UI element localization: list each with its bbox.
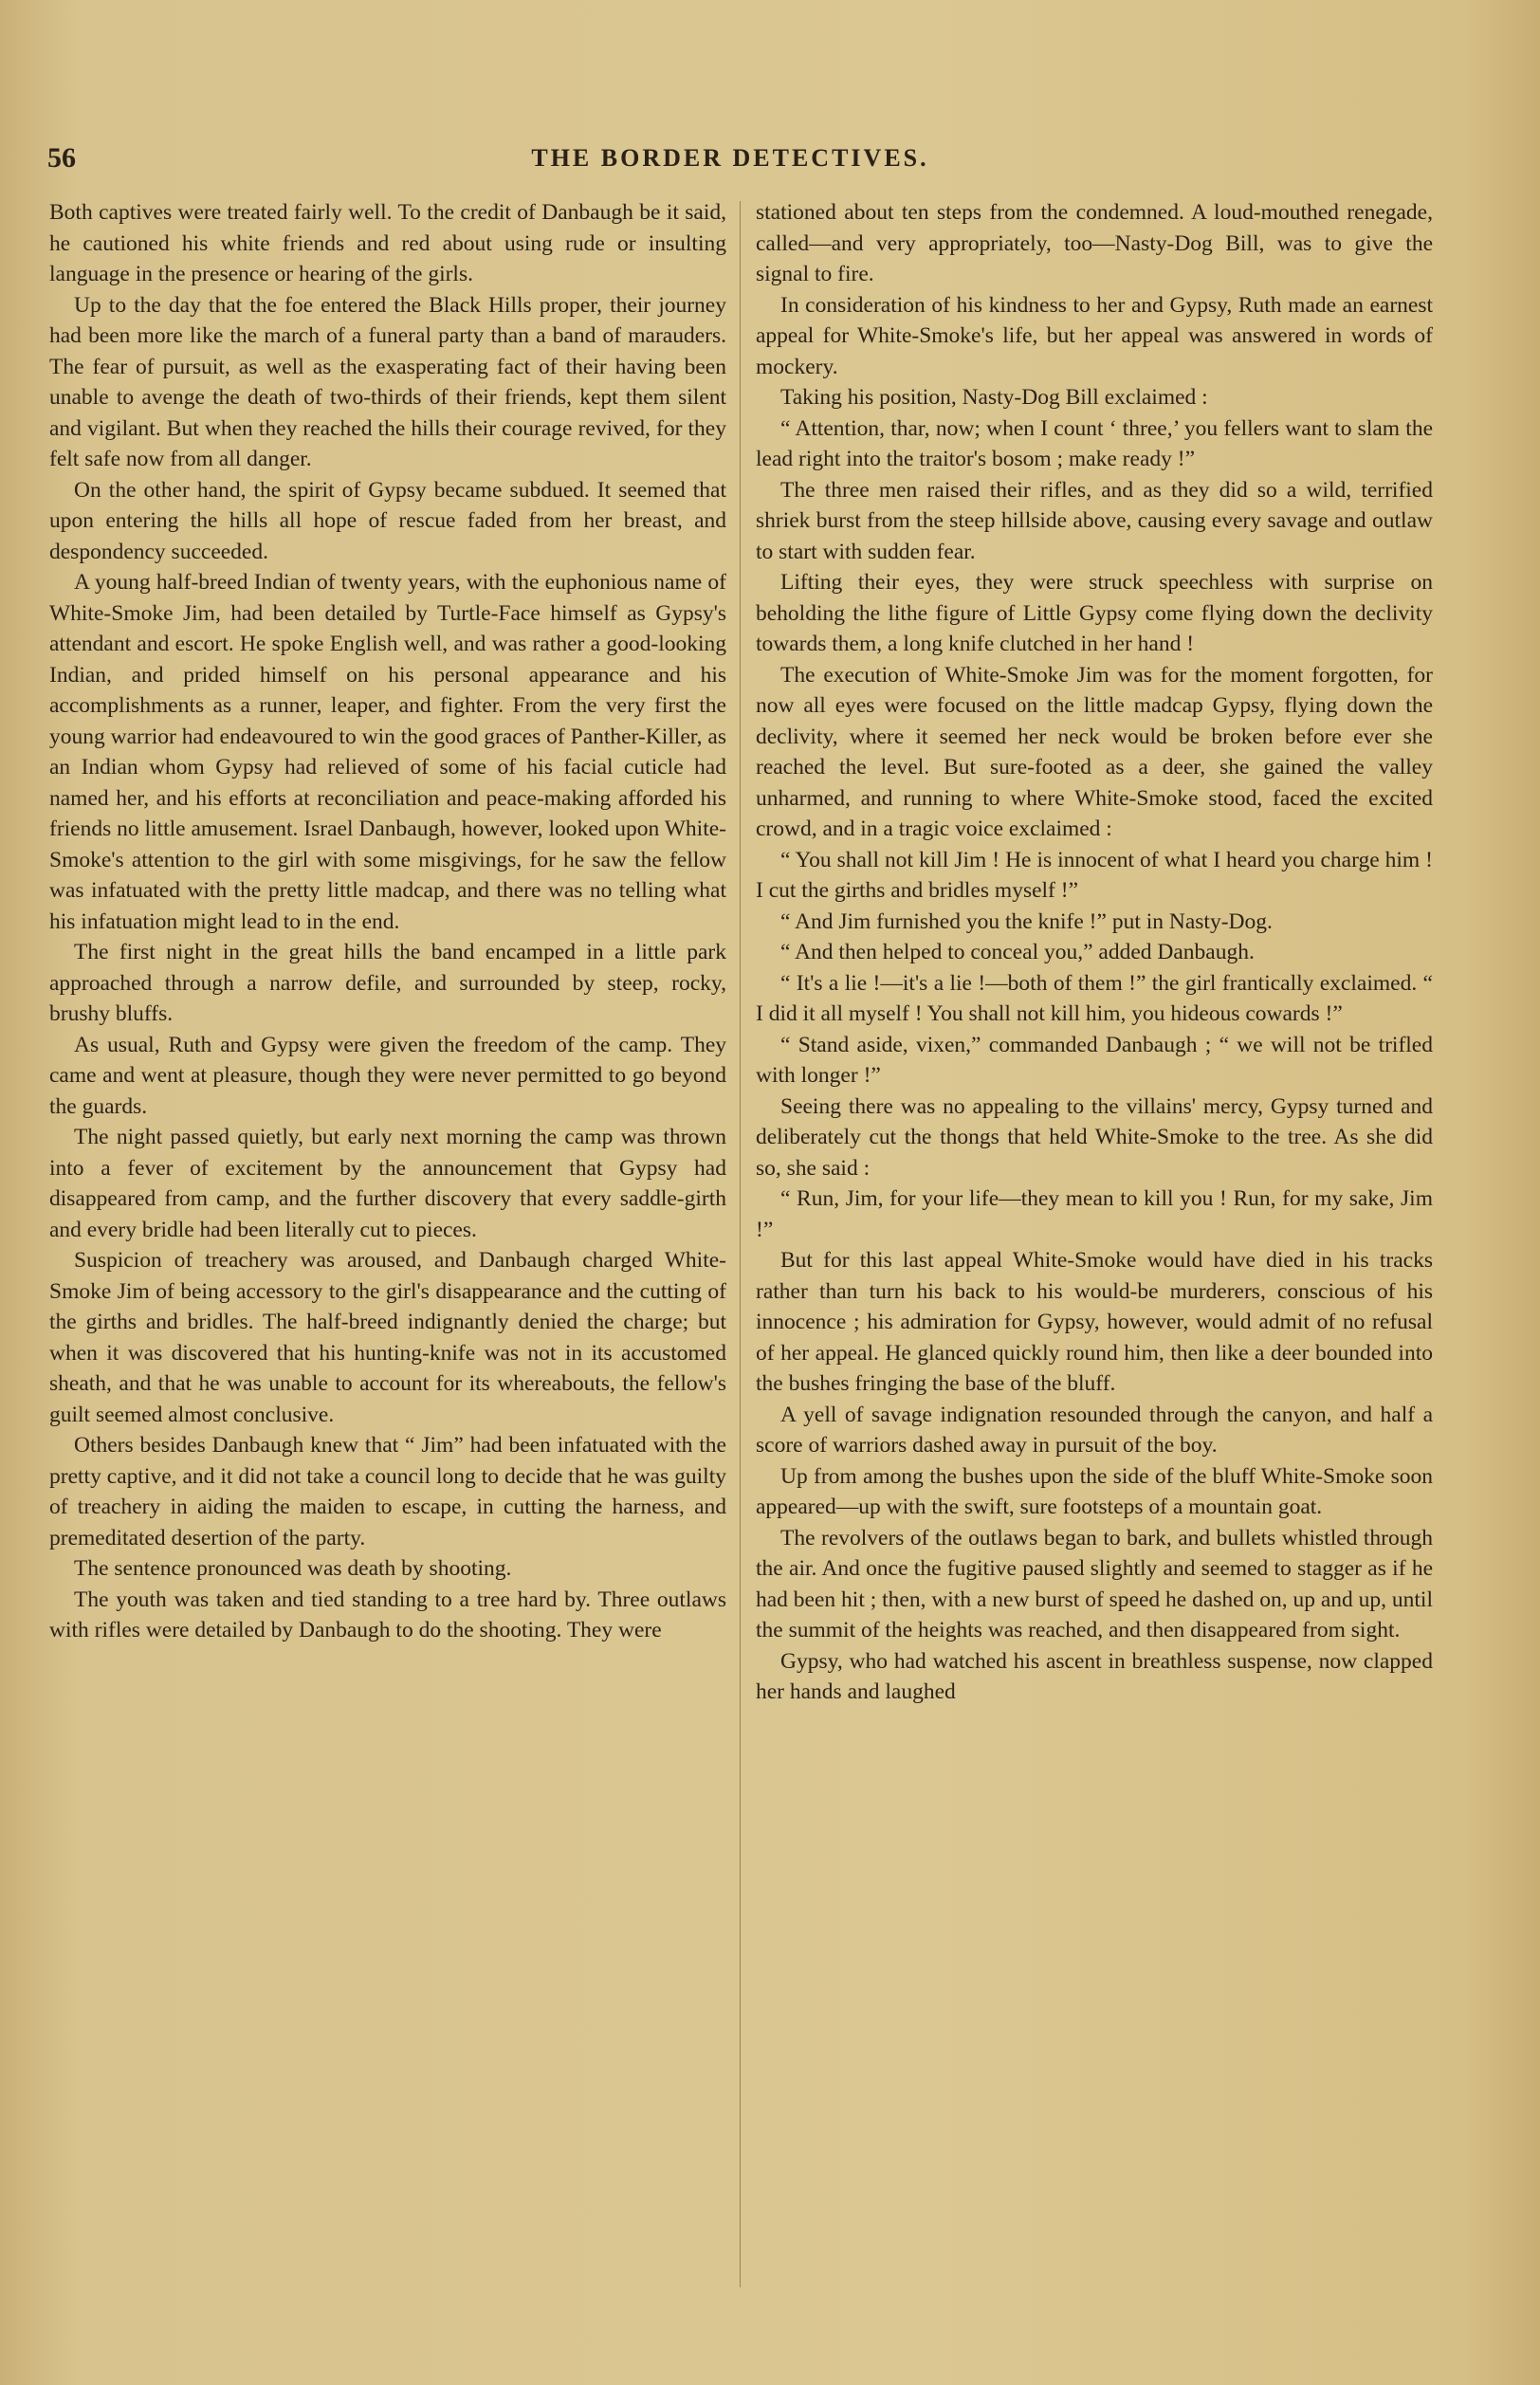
right-column — [756, 197, 1433, 1708]
paragraph: The execution of White-Smoke Jim was for the moment forgotten, for now all eyes were focused on the little madcap Gypsy, flying down the declivity, where it seemed her neck would be broken before ever she reached the level. But sure-footed as a deer, she gained the valley unharmed, and running to where White-Smoke stood, faced the excited crowd, and in a tragic voice exclaimed : — [756, 662, 1433, 841]
paragraph: The youth was taken and tied standing to a tree hard by. Three outlaws with rifles were detailed by Danbaugh to do the shooting. They were — [49, 1587, 726, 1642]
paragraph: stationed about ten steps from the condemned. A loud-mouthed renegade, called—and very appropriately, too—Nasty-Dog Bill, was to give the signal to fire. — [756, 200, 1433, 286]
paragraph: “ Stand aside, vixen,” commanded Danbaugh ; “ we will not be trifled with longer !” — [756, 1032, 1433, 1088]
paragraph: A yell of savage indignation resounded through the canyon, and half a score of warriors dashed away in pursuit of the boy. — [756, 1402, 1433, 1458]
paragraph: The night passed quietly, but early next morning the camp was thrown into a fever of excitement by the announcement that Gypsy had disappeared from camp, and the further discovery that every saddle-girth and every bridle had been literally cut to pieces. — [49, 1125, 726, 1242]
paragraph: The three men raised their rifles, and as they did so a wild, terrified shriek burst from the steep hillside above, causing every savage and outlaw to start with sudden fear. — [756, 477, 1433, 564]
paragraph: Taking his position, Nasty-Dog Bill exclaimed : — [780, 385, 1208, 410]
paragraph: “ And Jim furnished you the knife !” put in Nasty-Dog. — [780, 908, 1273, 934]
paragraph: As usual, Ruth and Gypsy were given the freedom of the camp. They came and went at pleasure, though they were never permitted to go beyond the guards. — [49, 1032, 726, 1119]
paragraph: “ Attention, thar, now; when I count ‘ three,’ you fellers want to slam the lead right into the traitor's bosom ; make ready !” — [756, 415, 1433, 471]
paragraph: Up from among the bushes upon the side of the bluff White-Smoke soon appeared—up with the swift, sure footsteps of a mountain goat. — [756, 1463, 1433, 1519]
paragraph: In consideration of his kindness to her and Gypsy, Ruth made an earnest appeal for White-Smoke's life, but her appeal was answered in words of mockery. — [756, 292, 1433, 379]
paragraph: The sentence pronounced was death by shooting. — [74, 1556, 512, 1581]
paragraph: Both captives were treated fairly well. To the credit of Danbaugh be it said, he cautioned his white friends and red about using rude or insulting language in the presence or hearing of the girls. — [49, 200, 726, 286]
page-number: 56 — [47, 142, 76, 174]
paragraph: Gypsy, who had watched his ascent in breathless suspense, now clapped her hands and laughed — [756, 1648, 1433, 1704]
paragraph: On the other hand, the spirit of Gypsy became subdued. It seemed that upon entering the hills all hope of rescue faded from her breast, and despondency succeeded. — [49, 477, 726, 564]
paragraph: “ Run, Jim, for your life—they mean to kill you ! Run, for my sake, Jim !” — [756, 1186, 1433, 1242]
running-title: THE BORDER DETECTIVES. — [531, 144, 929, 172]
column-divider — [740, 201, 741, 2287]
left-column — [49, 197, 726, 1646]
paragraph: But for this last appeal White-Smoke would have died in his tracks rather than turn his back to his would-be murderers, conscious of his innocence ; his admiration for Gypsy, however, would admit of no refusal of her appeal. He glanced quickly round him, then like a deer bounded into the bushes fringing the base of the bluff. — [756, 1248, 1433, 1396]
paragraph: The first night in the great hills the band encamped in a little park approached through a narrow defile, and surrounded by steep, rocky, brushy bluffs. — [49, 940, 726, 1026]
paragraph: Up to the day that the foe entered the Black Hills proper, their journey had been more like the march of a funeral party than a band of marauders. The fear of pursuit, as well as the exasperating fact of their having been unable to avenge the death of two-thirds of their friends, kept them silent and vigilant. But when they reached the hills their courage revived, for they felt safe now from all danger. — [49, 292, 726, 471]
paragraph: A young half-breed Indian of twenty years, with the euphonious name of White-Smoke Jim, had been detailed by Turtle-Face himself as Gypsy's attendant and escort. He spoke English well, and was rather a good-looking Indian, and prided himself on his personal appearance and his accomplishments as a runner, leaper, and fighter. From the very first the young warrior had endeavoured to win the good graces of Panther-Killer, as an Indian whom Gypsy had relieved of some of his facial cuticle had named her, and his efforts at reconciliation and peace-making afforded his friends no little amusement. Israel Danbaugh, however, looked upon White-Smoke's attention to the girl with some misgivings, for he saw the fellow was infatuated with the pretty little madcap, and there was no telling what his infatuation might lead to in the end. — [49, 570, 726, 934]
page-header — [47, 142, 1413, 180]
paragraph: Others besides Danbaugh knew that “ Jim” had been infatuated with the pretty captive, and it did not take a council long to decide that he was guilty of treachery in aiding the maiden to escape, in cutting the harness, and premeditated desertion of the party. — [49, 1433, 726, 1550]
paragraph: “ You shall not kill Jim ! He is innocent of what I heard you charge him ! I cut the girths and bridles myself !” — [756, 847, 1433, 903]
paragraph: “ And then helped to conceal you,” added Danbaugh. — [780, 940, 1255, 964]
paragraph: Seeing there was no appealing to the villains' mercy, Gypsy turned and deliberately cut the thongs that held White-Smoke to the tree. As she did so, she said : — [756, 1093, 1433, 1181]
paragraph: Lifting their eyes, they were struck speechless with surprise on beholding the lithe figure of Little Gypsy come flying down the declivity towards them, a long knife clutched in her hand ! — [756, 570, 1433, 656]
paragraph: “ It's a lie !—it's a lie !—both of them !” the girl frantically exclaimed. “ I did it all myself ! You shall not kill him, you hideous cowards !” — [756, 970, 1433, 1026]
paragraph: Suspicion of treachery was aroused, and Danbaugh charged White-Smoke Jim of being accessory to the girl's disappearance and the cutting of the girths and bridles. The half-breed indignantly denied the charge; but when it was discovered that his hunting-knife was not in its accustomed sheath, and that he was unable to account for its whereabouts, the fellow's guilt seemed almost conclusive. — [49, 1248, 726, 1427]
paragraph: The revolvers of the outlaws began to bark, and bullets whistled through the air. And once the fugitive paused slightly and seemed to stagger as if he had been hit ; then, with a new burst of speed he dashed on, up and up, until the summit of the heights was reached, and then disappeared from sight. — [756, 1525, 1433, 1642]
